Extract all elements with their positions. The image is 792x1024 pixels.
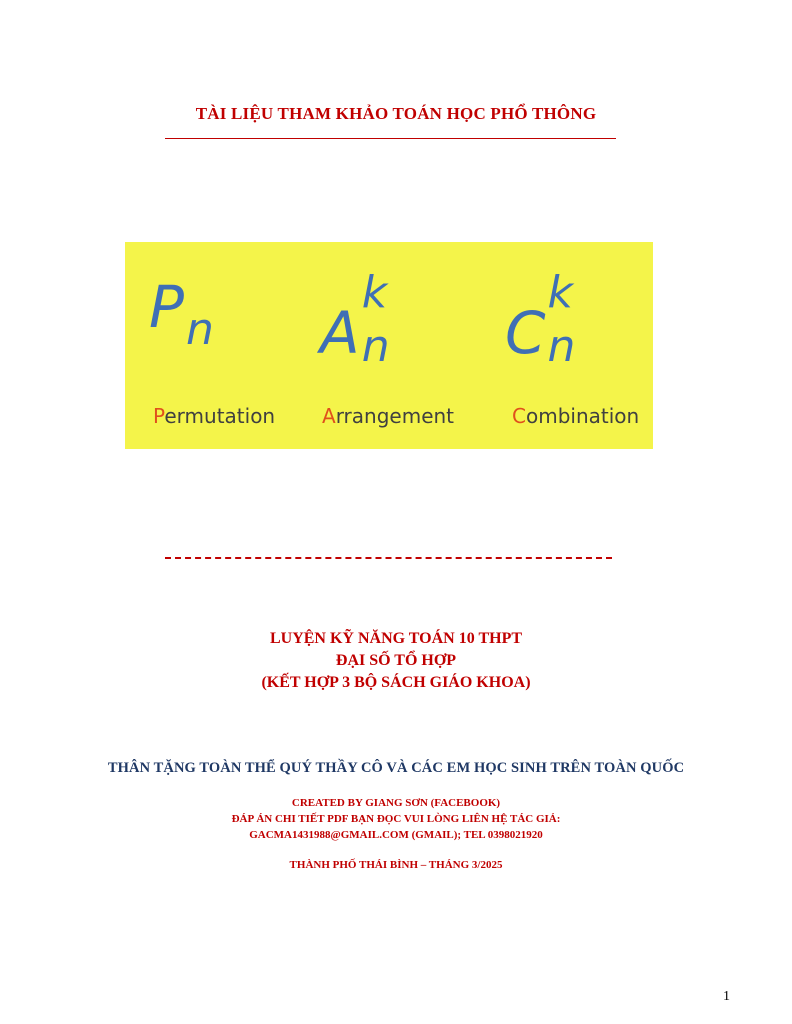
combinatorics-banner — [125, 242, 653, 449]
symbol-superscript: k — [361, 267, 388, 318]
combination-caption — [512, 404, 639, 428]
symbol-subscript: n — [185, 304, 214, 355]
credits-line-1: CREATED BY GIANG SƠN (FACEBOOK) — [291, 797, 501, 809]
credits-line-3: GACMA1431988@GMAIL.COM (GMAIL); TEL 0398021920 — [249, 829, 543, 841]
title-underline — [165, 138, 616, 139]
caption-rest: rrangement — [335, 404, 455, 428]
subtitle-line-1: LUYỆN KỸ NĂNG TOÁN 10 THPT — [269, 630, 523, 647]
page-number: 1 — [723, 989, 730, 1004]
caption-initial: C — [512, 404, 526, 428]
section-divider — [165, 557, 612, 559]
place-date: THÀNH PHỐ THÁI BÌNH – THÁNG 3/2025 — [289, 859, 503, 871]
caption-initial: P — [153, 404, 165, 428]
symbol-subscript: n — [547, 320, 576, 372]
caption-rest: ombination — [525, 404, 640, 428]
caption-rest: ermutation — [164, 404, 276, 428]
subtitle-line-2: ĐẠI SỐ TỔ HỢP — [335, 652, 457, 669]
document-title: TÀI LIỆU THAM KHẢO TOÁN HỌC PHỔ THÔNG — [195, 104, 597, 123]
symbol-base: P — [149, 273, 184, 341]
credits-line-2: ĐÁP ÁN CHI TIẾT PDF BẠN ĐỌC VUI LÒNG LIÊN HỆ TÁC GIẢ: — [231, 813, 561, 825]
arrangement-caption — [322, 404, 454, 428]
permutation-caption — [153, 404, 275, 428]
symbol-subscript: n — [361, 320, 390, 372]
symbol-superscript: k — [547, 267, 573, 318]
symbol-base: C — [505, 298, 546, 367]
subtitle-line-3: (KẾT HỢP 3 BỘ SÁCH GIÁO KHOA) — [261, 674, 531, 691]
arrangement-symbol — [320, 267, 390, 372]
combination-symbol — [505, 267, 576, 372]
permutation-symbol — [149, 273, 214, 355]
dedication: THÂN TẶNG TOÀN THỂ QUÝ THẦY CÔ VÀ CÁC EM HỌC SINH TRÊN TOÀN QUỐC — [107, 760, 685, 776]
symbol-base: A — [320, 298, 360, 367]
caption-initial: A — [322, 404, 336, 428]
